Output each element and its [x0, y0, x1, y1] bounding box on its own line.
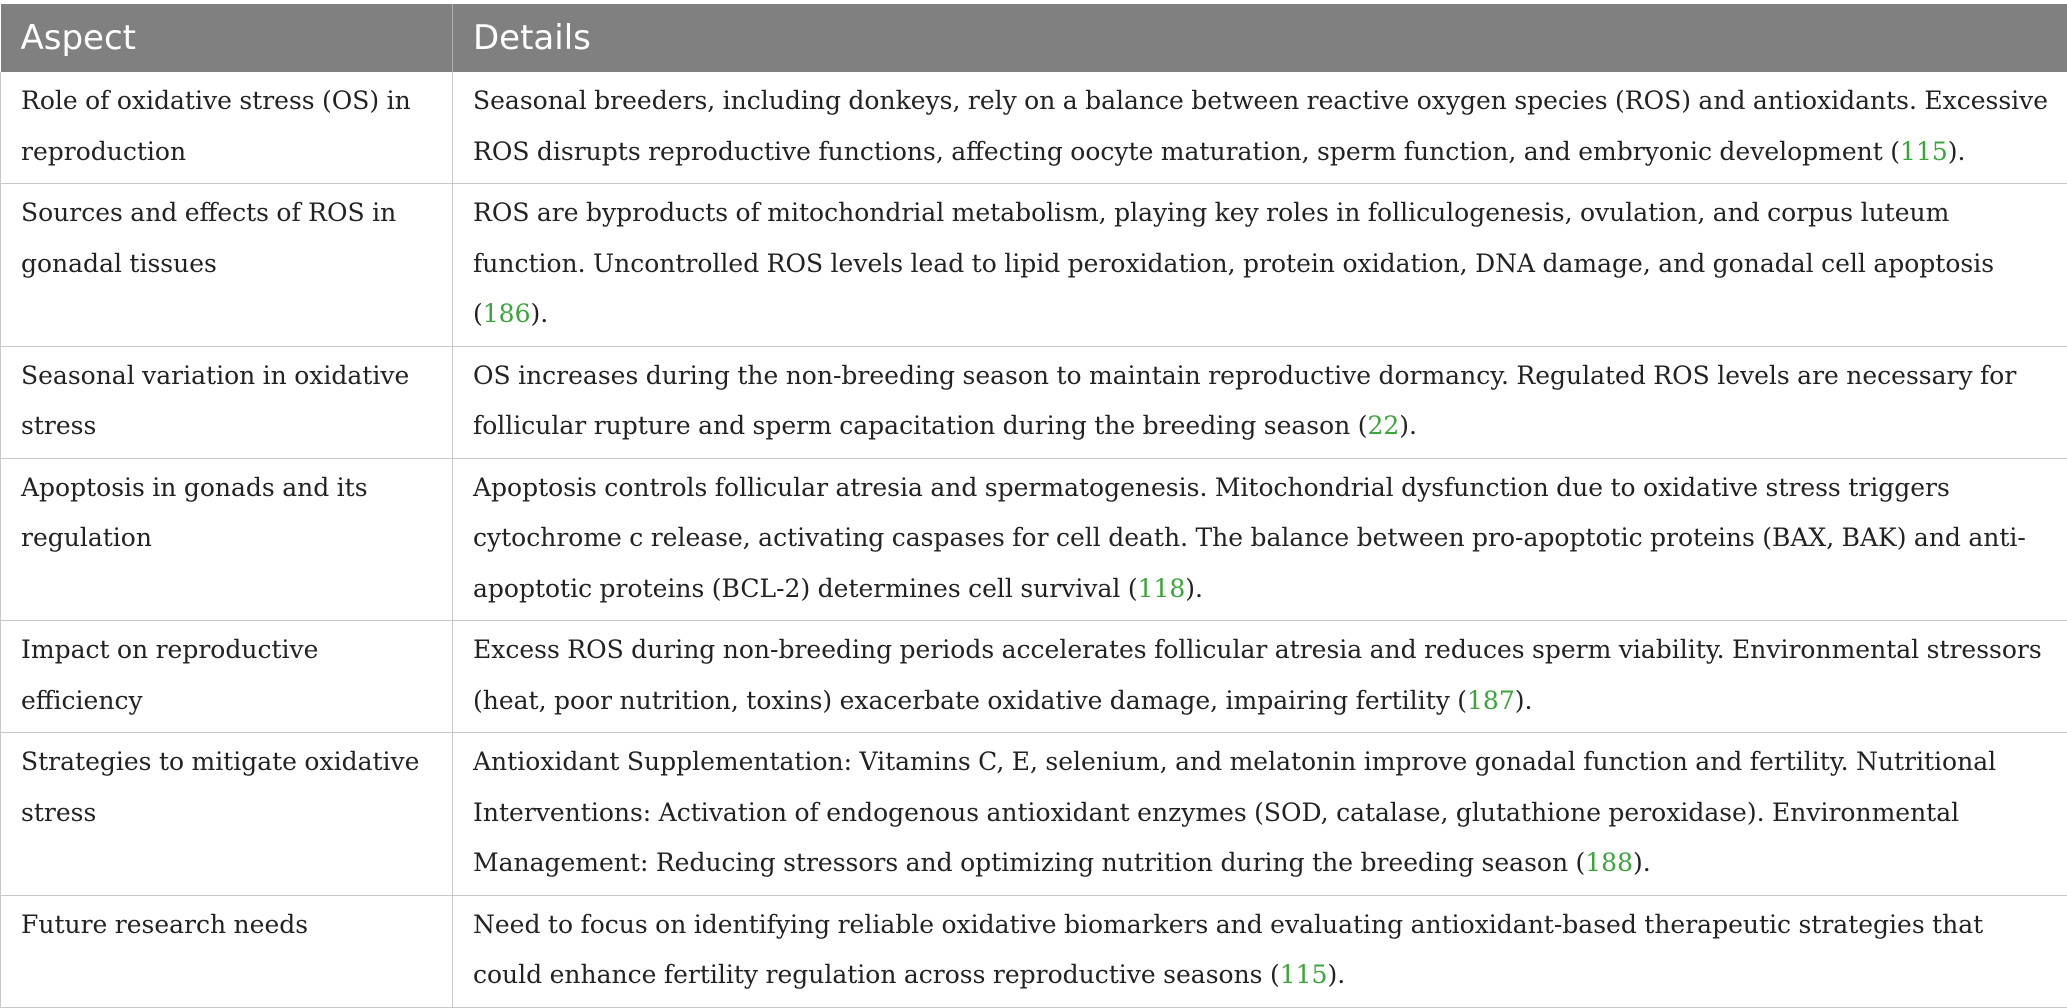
details-tail: ).	[1948, 137, 1966, 166]
details-cell	[453, 346, 2067, 458]
aspect-cell: Apoptosis in gonads and its regulation	[1, 458, 453, 621]
details-text: Excess ROS during non-breeding periods accelerates follicular atresia and reduces sperm viability. Environmental stressors (heat, poor nutrition, toxins) exacerbate oxidative damage, impairing fertility (	[473, 635, 2042, 715]
details-cell	[453, 895, 2067, 1007]
details-tail: ).	[1515, 686, 1533, 715]
reference-link[interactable]: 115	[1900, 137, 1948, 166]
aspect-cell: Strategies to mitigate oxidative stress	[1, 733, 453, 896]
details-tail: ).	[1327, 960, 1345, 989]
aspect-cell: Impact on reproductive efficiency	[1, 621, 453, 733]
details-cell	[453, 72, 2067, 184]
details-cell	[453, 733, 2067, 896]
table-body	[1, 72, 2067, 1007]
details-cell	[453, 184, 2067, 347]
aspect-cell: Seasonal variation in oxidative stress	[1, 346, 453, 458]
reference-link[interactable]: 186	[483, 299, 531, 328]
details-tail: ).	[1185, 574, 1203, 603]
details-text: Seasonal breeders, including donkeys, rely on a balance between reactive oxygen species (ROS) and antioxidants. Excessive ROS disrupts reproductive functions, affecting oocyte maturation, sperm function, and embryonic development (	[473, 86, 2048, 166]
table-row	[1, 346, 2067, 458]
details-text: Antioxidant Supplementation: Vitamins C, E, selenium, and melatonin improve gonadal function and fertility. Nutritional Interventions: Activation of endogenous antioxidant enzymes (SOD, catalase, glutathione peroxidase). Environmental Management: Reducing stressors and optimizing nutrition during the breeding season (	[473, 747, 1996, 877]
table-row	[1, 733, 2067, 896]
data-table	[0, 4, 2067, 1008]
data-table-container	[0, 4, 2067, 1008]
aspect-cell: Role of oxidative stress (OS) in reproduction	[1, 72, 453, 184]
aspect-cell: Future research needs	[1, 895, 453, 1007]
table-row	[1, 72, 2067, 184]
reference-link[interactable]: 118	[1138, 574, 1186, 603]
details-text: ROS are byproducts of mitochondrial metabolism, playing key roles in folliculogenesis, ovulation, and corpus luteum function. Uncontrolled ROS levels lead to lipid peroxidation, protein oxidation, DNA damage, and gonadal cell apoptosis (	[473, 198, 1994, 328]
header-row	[1, 4, 2067, 72]
reference-link[interactable]: 188	[1585, 848, 1633, 877]
table-row	[1, 184, 2067, 347]
table-header	[1, 4, 2067, 72]
details-tail: ).	[1633, 848, 1651, 877]
reference-link[interactable]: 115	[1280, 960, 1328, 989]
column-header-details: Details	[453, 4, 2067, 72]
details-tail: ).	[1399, 411, 1417, 440]
table-row	[1, 458, 2067, 621]
details-text: Apoptosis controls follicular atresia and spermatogenesis. Mitochondrial dysfunction due to oxidative stress triggers cytochrome c release, activating caspases for cell death. The balance between pro-apoptotic proteins (BAX, BAK) and anti-apoptotic proteins (BCL-2) determines cell survival (	[473, 473, 2026, 603]
table-row	[1, 621, 2067, 733]
details-cell	[453, 621, 2067, 733]
details-text: Need to focus on identifying reliable oxidative biomarkers and evaluating antioxidant-based therapeutic strategies that could enhance fertility regulation across reproductive seasons (	[473, 910, 1983, 990]
reference-link[interactable]: 22	[1367, 411, 1399, 440]
aspect-cell: Sources and effects of ROS in gonadal tissues	[1, 184, 453, 347]
column-header-aspect: Aspect	[1, 4, 453, 72]
details-text: OS increases during the non-breeding season to maintain reproductive dormancy. Regulated ROS levels are necessary for follicular rupture and sperm capacitation during the breeding season (	[473, 361, 2016, 441]
details-tail: ).	[530, 299, 548, 328]
reference-link[interactable]: 187	[1467, 686, 1515, 715]
details-cell	[453, 458, 2067, 621]
table-row	[1, 895, 2067, 1007]
